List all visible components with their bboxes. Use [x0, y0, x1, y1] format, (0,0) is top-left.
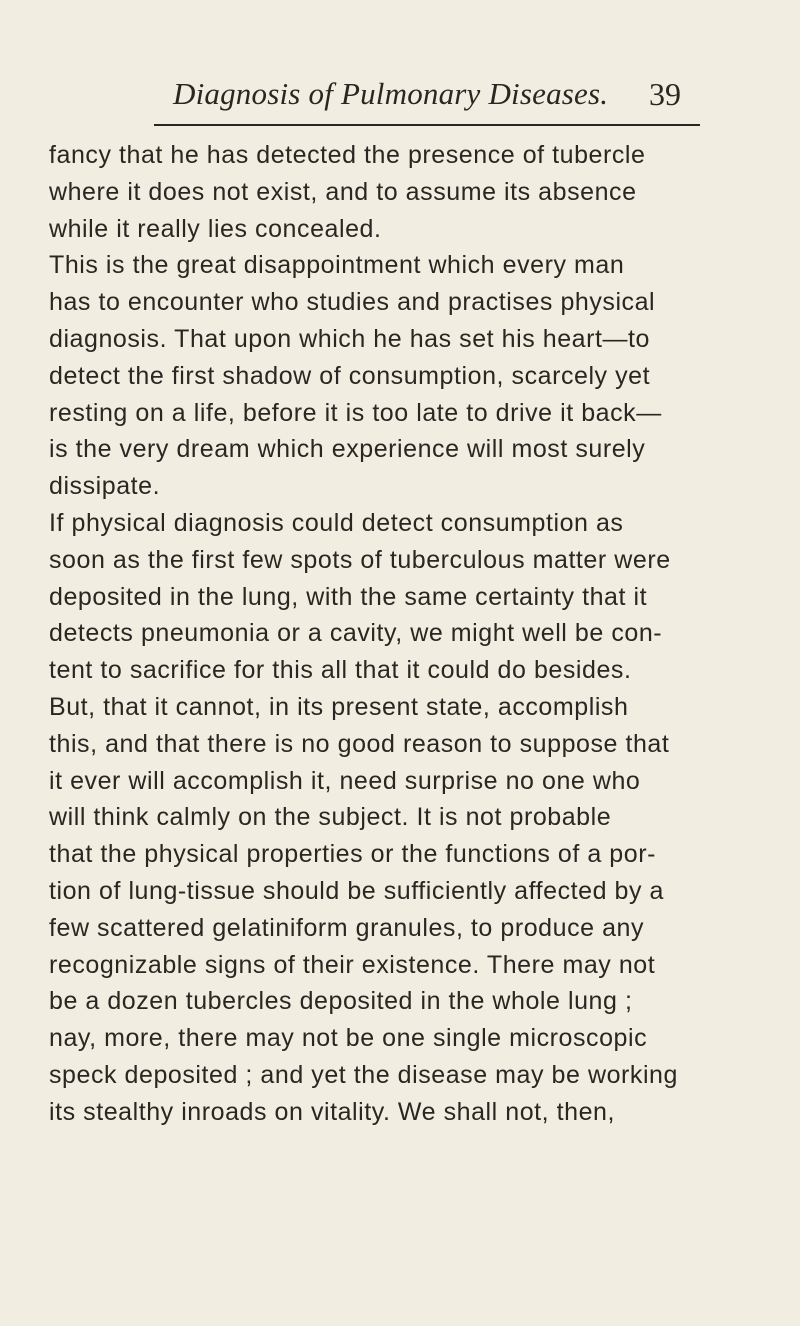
text-line: deposited in the lung, with the same certainty that it — [49, 582, 648, 611]
text-line: recognizable signs of their existence. There may not — [49, 950, 656, 979]
text-line: few scattered gelatiniform granules, to produce any — [49, 913, 645, 942]
text-line: that the physical properties or the functions of a por- — [49, 840, 656, 869]
text-line: tent to sacrifice for this all that it could do besides. — [49, 656, 632, 685]
text-line: is the very dream which experience will most surely — [49, 435, 646, 464]
text-line: If physical diagnosis could detect consumption as — [49, 508, 624, 537]
text-line: this, and that there is no good reason to suppose that — [49, 729, 670, 758]
page-number: 39 — [649, 76, 681, 112]
running-head: Diagnosis of Pulmonary Diseases. — [173, 76, 609, 111]
text-line: where it does not exist, and to assume its absence — [49, 177, 637, 206]
text-line: has to encounter who studies and practises physical — [49, 288, 656, 317]
text-line: tion of lung-tissue should be sufficiently affected by a — [49, 876, 664, 905]
page-header — [0, 70, 800, 120]
text-line: resting on a life, before it is too late to drive it back— — [49, 398, 662, 427]
text-line: will think calmly on the subject. It is not probable — [49, 803, 612, 832]
text-line: But, that it cannot, in its present state, accomplish — [49, 692, 629, 721]
text-line: it ever will accomplish it, need surprise no one who — [49, 766, 641, 795]
text-line: be a dozen tubercles deposited in the whole lung ; — [49, 987, 633, 1016]
text-line: nay, more, there may not be one single microscopic — [49, 1024, 648, 1053]
text-line: diagnosis. That upon which he has set his heart—to — [49, 324, 650, 353]
text-line: speck deposited ; and yet the disease may be working — [49, 1060, 678, 1089]
body-text — [49, 137, 703, 1131]
text-line: dissipate. — [49, 472, 161, 501]
text-line: fancy that he has detected the presence of tubercle — [49, 141, 646, 169]
header-rule — [154, 124, 700, 126]
text-line: its stealthy inroads on vitality. We shall not, then, — [49, 1097, 615, 1126]
text-line: detects pneumonia or a cavity, we might well be con- — [49, 619, 663, 648]
text-line: soon as the first few spots of tuberculous matter were — [49, 545, 671, 574]
text-line: This is the great disappointment which every man — [49, 251, 625, 280]
text-line: while it really lies concealed. — [49, 214, 382, 243]
text-line: detect the first shadow of consumption, scarcely yet — [49, 361, 651, 390]
